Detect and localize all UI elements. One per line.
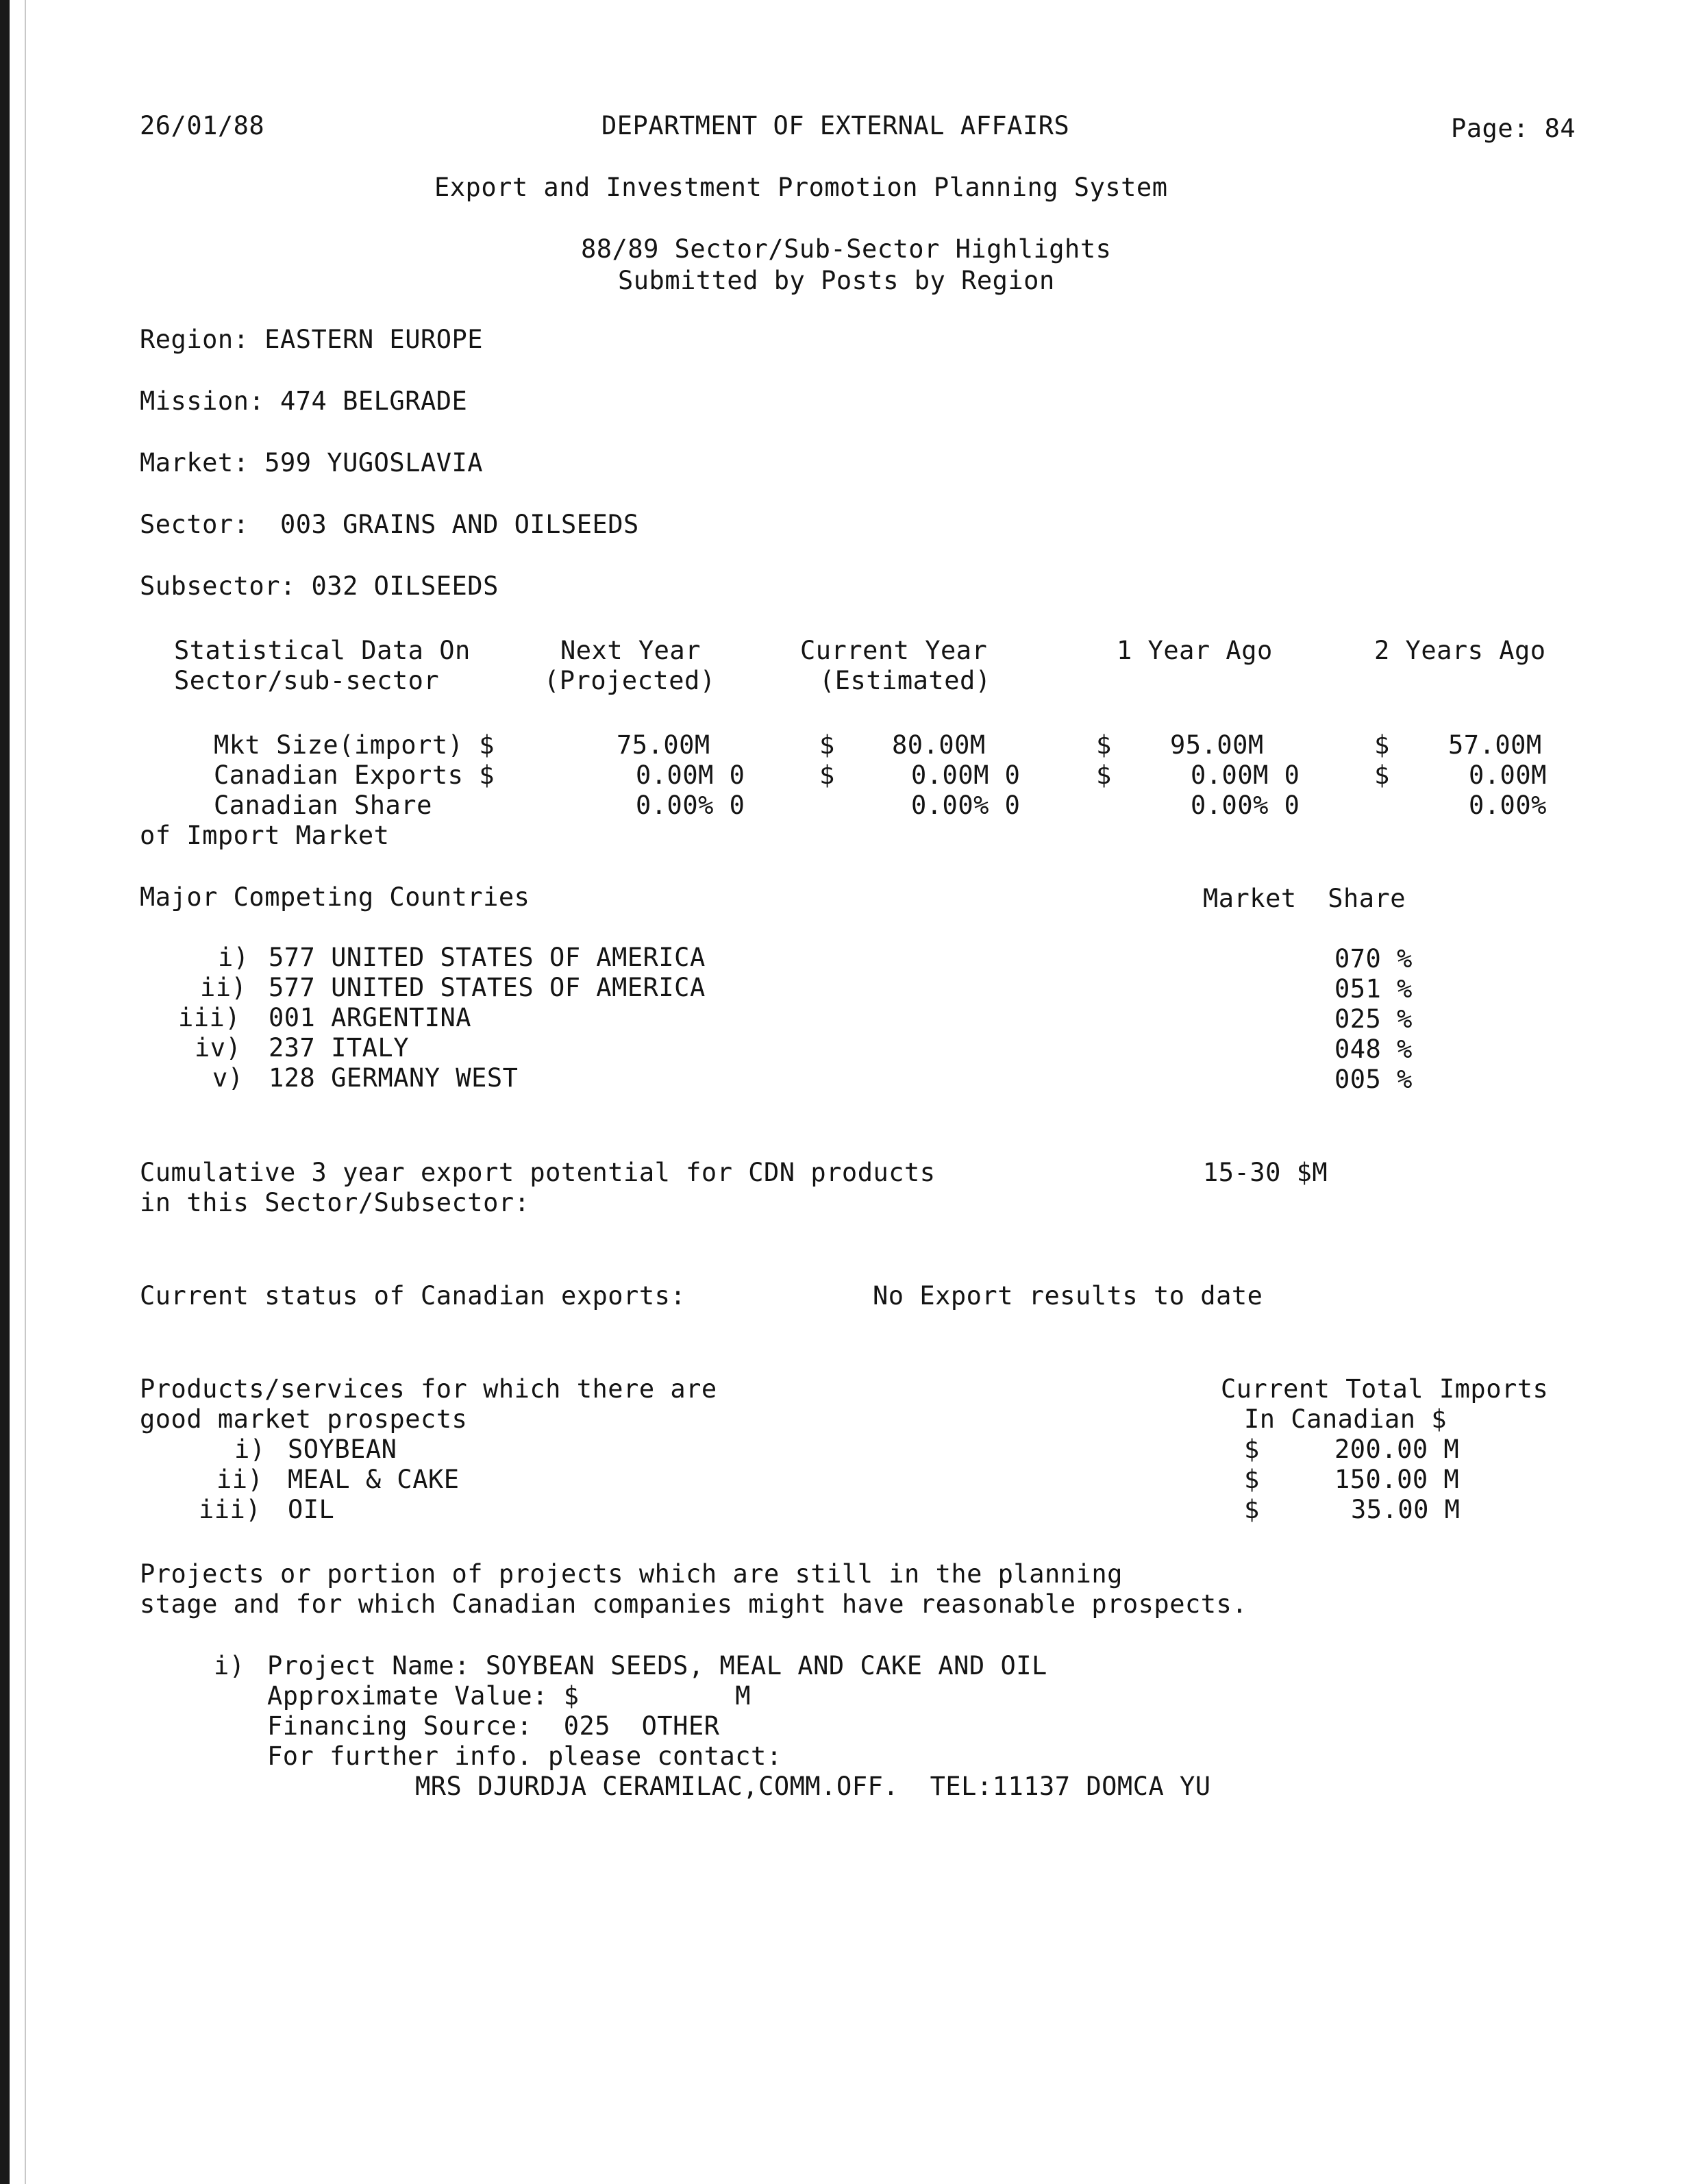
stats-currency: $ <box>1374 730 1390 760</box>
stats-row-label: Canadian Share <box>214 791 432 820</box>
project-financing: Financing Source: 025 OTHER <box>267 1711 720 1741</box>
competitor-number: v) <box>212 1063 244 1093</box>
project-contact-label: For further info. please contact: <box>267 1741 782 1771</box>
subsector-field: Subsector: 032 OILSEEDS <box>140 571 499 601</box>
product-currency: $ <box>1244 1465 1260 1494</box>
market-field: Market: 599 YUGOSLAVIA <box>140 448 484 477</box>
competitor-name: 577 UNITED STATES OF AMERICA <box>269 973 706 1002</box>
stats-current-value: 0.00M 0 <box>911 760 1021 790</box>
stats-next-value: 75.00M <box>617 730 710 760</box>
system-name: Export and Investment Promotion Planning System <box>434 173 1168 202</box>
stats-next-value: 0.00% 0 <box>636 791 745 820</box>
competitor-name: 001 ARGENTINA <box>269 1003 472 1032</box>
stats-estimated: (Estimated) <box>819 666 991 695</box>
stats-projected: (Projected) <box>544 666 716 695</box>
project-name: Project Name: SOYBEAN SEEDS, MEAL AND CAKE AND OIL <box>267 1651 1047 1680</box>
imports-header-2: In Canadian $ <box>1244 1404 1447 1434</box>
report-date: 26/01/88 <box>140 111 265 140</box>
binding-edge <box>0 0 36 2184</box>
stats-1-year-value: 0.00M 0 <box>1191 760 1300 790</box>
potential-label-1: Cumulative 3 year export potential for CDN products <box>140 1158 936 1187</box>
page-number: Page: 84 <box>1451 114 1576 143</box>
products-intro-1: Products/services for which there are <box>140 1374 717 1404</box>
status-value: No Export results to date <box>873 1281 1263 1311</box>
report-subtitle: Submitted by Posts by Region <box>618 266 1055 295</box>
stats-currency: $ <box>1096 760 1112 790</box>
product-currency: $ <box>1244 1495 1260 1524</box>
stats-currency: $ <box>819 730 835 760</box>
status-label: Current status of Canadian exports: <box>140 1281 686 1311</box>
project-number: i) <box>214 1651 245 1680</box>
stats-current-value: 80.00M <box>892 730 986 760</box>
competitor-share: 025 % <box>1334 1004 1413 1034</box>
products-intro-2: good market prospects <box>140 1404 468 1434</box>
project-value: Approximate Value: $ M <box>267 1681 751 1711</box>
competitors-title: Major Competing Countries <box>140 882 530 912</box>
competitor-number: iv) <box>195 1033 242 1063</box>
competitor-number: i) <box>218 943 249 972</box>
stats-currency: $ <box>819 760 835 790</box>
potential-label-2: in this Sector/Subsector: <box>140 1188 530 1217</box>
product-imports: 150.00 M <box>1334 1465 1460 1494</box>
report-title: 88/89 Sector/Sub-Sector Highlights <box>581 234 1112 264</box>
projects-intro-1: Projects or portion of projects which are still in the planning <box>140 1559 1123 1589</box>
department-name: DEPARTMENT OF EXTERNAL AFFAIRS <box>601 111 1070 140</box>
stats-2-years-value: 0.00M <box>1469 760 1547 790</box>
stats-label-1: Statistical Data On <box>174 636 471 665</box>
competitor-number: iii) <box>178 1003 241 1032</box>
product-number: iii) <box>199 1495 262 1524</box>
stats-next-value: 0.00M 0 <box>636 760 745 790</box>
stats-1-year-value: 95.00M <box>1170 730 1264 760</box>
competitor-name: 577 UNITED STATES OF AMERICA <box>269 943 706 972</box>
product-name: SOYBEAN <box>288 1435 397 1464</box>
mission-field: Mission: 474 BELGRADE <box>140 386 468 416</box>
product-number: i) <box>234 1435 266 1464</box>
stats-currency: $ <box>1096 730 1112 760</box>
competitor-name: 128 GERMANY WEST <box>269 1063 519 1093</box>
stats-1-year-value: 0.00% 0 <box>1191 791 1300 820</box>
competitor-share: 048 % <box>1334 1034 1413 1064</box>
project-contact: MRS DJURDJA CERAMILAC,COMM.OFF. TEL:11137 DOMCA YU <box>415 1772 1211 1801</box>
sector-field: Sector: 003 GRAINS AND OILSEEDS <box>140 510 639 539</box>
market-share-header: Market Share <box>1203 884 1406 913</box>
stats-1-year-ago: 1 Year Ago <box>1117 636 1273 665</box>
competitor-share: 005 % <box>1334 1065 1413 1094</box>
potential-value: 15-30 $M <box>1203 1158 1328 1187</box>
stats-row-label: Canadian Exports $ <box>214 760 495 790</box>
stats-currency: $ <box>1374 760 1390 790</box>
stats-next-year: Next Year <box>560 636 701 665</box>
product-imports: 200.00 M <box>1334 1435 1460 1464</box>
stats-2-years-value: 57.00M <box>1448 730 1542 760</box>
competitor-name: 237 ITALY <box>269 1033 409 1063</box>
stats-2-years-ago: 2 Years Ago <box>1374 636 1546 665</box>
competitor-share: 051 % <box>1334 974 1413 1004</box>
region-field: Region: EASTERN EUROPE <box>140 325 484 354</box>
stats-current-year: Current Year <box>800 636 988 665</box>
product-number: ii) <box>216 1465 264 1494</box>
competitor-number: ii) <box>200 973 247 1002</box>
product-name: OIL <box>288 1495 335 1524</box>
projects-intro-2: stage and for which Canadian companies might have reasonable prospects. <box>140 1589 1248 1619</box>
stats-2-years-value: 0.00% <box>1469 791 1547 820</box>
product-currency: $ <box>1244 1435 1260 1464</box>
product-name: MEAL & CAKE <box>288 1465 460 1494</box>
imports-header-1: Current Total Imports <box>1221 1374 1549 1404</box>
competitor-share: 070 % <box>1334 944 1413 973</box>
stats-label-2: Sector/sub-sector <box>174 666 440 695</box>
stats-share-tail: of Import Market <box>140 821 390 850</box>
stats-row-label: Mkt Size(import) $ <box>214 730 495 760</box>
product-imports: 35.00 M <box>1351 1495 1461 1524</box>
stats-current-value: 0.00% 0 <box>911 791 1021 820</box>
